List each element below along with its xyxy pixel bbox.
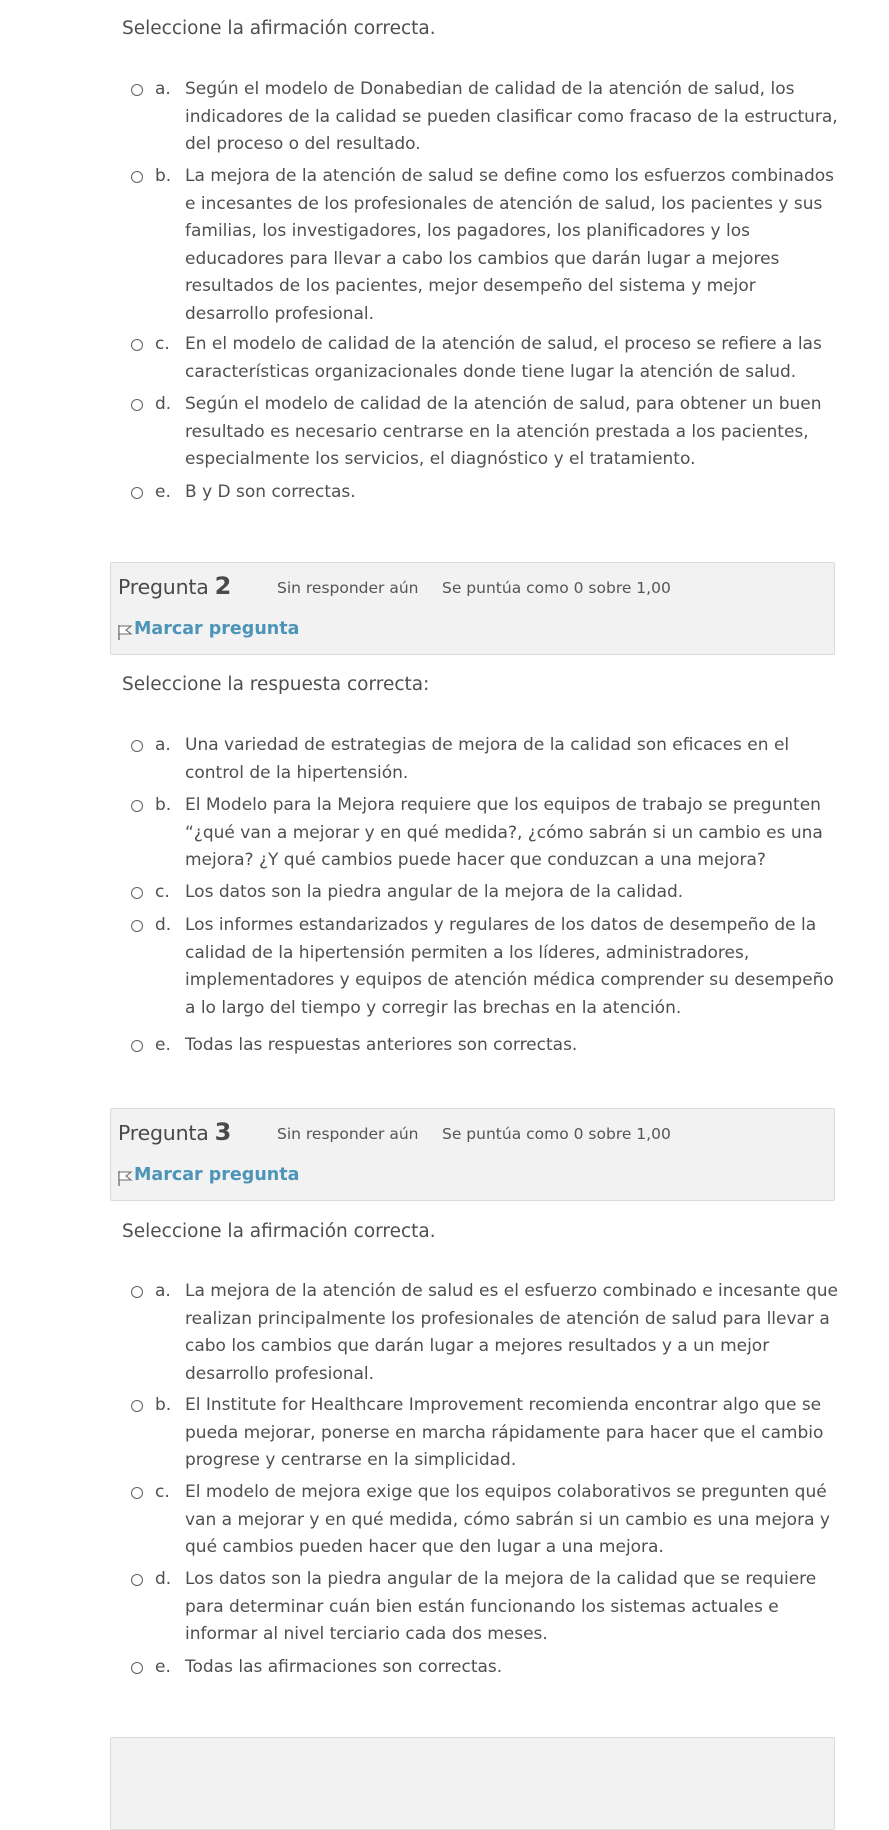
answer-text-line: para determinar cuán bien están funcionando los sistemas actuales e — [185, 1596, 779, 1617]
answer-text — [185, 1566, 825, 1649]
answer-text-line: van a mejorar y en qué medida, cómo sabrán si un cambio es una mejora y — [185, 1509, 830, 1530]
answer-text-line: control de la hipertensión. — [185, 762, 409, 783]
question-prompt: Seleccione la respuesta correcta: — [122, 674, 430, 695]
answer-radio[interactable] — [131, 1574, 143, 1586]
answer-letter: c. — [155, 882, 170, 902]
question-prompt: Seleccione la afirmación correcta. — [122, 1221, 436, 1242]
answer-text — [185, 1032, 825, 1060]
answer-text-line: informar al nivel terciario cada dos meses. — [185, 1624, 548, 1644]
answer-text-line: Los datos son la piedra angular de la mejora de la calidad que se requiere — [185, 1569, 817, 1589]
question-label: Pregunta — [118, 575, 209, 599]
answer-radio[interactable] — [131, 1487, 143, 1499]
answer-radio[interactable] — [131, 339, 143, 351]
answer-text-line: implementadores y equipos de atención médica comprender su desempeño — [185, 970, 834, 990]
answer-text-line: del proceso o del resultado. — [185, 134, 421, 154]
answer-radio[interactable] — [131, 171, 143, 183]
answer-letter: b. — [155, 795, 172, 815]
question-label: Pregunta — [118, 1121, 209, 1145]
answer-radio[interactable] — [131, 887, 143, 899]
flag-question-link[interactable] — [117, 1163, 299, 1187]
answer-letter: a. — [155, 1281, 171, 1301]
answer-radio[interactable] — [131, 399, 143, 411]
answer-text-line: calidad de la hipertensión permiten a los líderes, administradores, — [185, 942, 750, 963]
answer-letter: e. — [155, 482, 171, 502]
answer-text-line: a lo largo del tiempo y corregir las brechas en la atención. — [185, 997, 682, 1018]
question-number — [118, 572, 231, 600]
answer-letter: b. — [155, 166, 172, 186]
answer-letter: c. — [155, 334, 170, 354]
answer-text — [185, 163, 835, 328]
answer-radio[interactable] — [131, 1400, 143, 1412]
answer-text-line: cabo los cambios que darán lugar a mejores resultados y a un mejor — [185, 1336, 770, 1356]
answer-text — [185, 76, 838, 159]
answer-text-line: El Modelo para la Mejora requiere que los equipos de trabajo se pregunten — [185, 795, 821, 815]
answer-letter: a. — [155, 735, 171, 755]
answer-text — [185, 1654, 825, 1682]
answer-text-line: “¿qué van a mejorar y en qué medida?, ¿cómo sabrán si un cambio es una — [185, 822, 823, 843]
answer-text-line: El Institute for Healthcare Improvement recomienda encontrar algo que se — [185, 1395, 822, 1415]
answer-letter: e. — [155, 1657, 171, 1677]
flag-icon — [117, 1169, 133, 1187]
answer-text-line: mejora? ¿Y qué cambios puede hacer que conduzcan a una mejora? — [185, 850, 766, 870]
question-prompt: Seleccione la afirmación correcta. — [122, 18, 436, 39]
answer-text — [185, 879, 825, 907]
answer-letter: d. — [155, 915, 172, 935]
answer-text-line: indicadores de la calidad se pueden clasificar como fracaso de la estructura, — [185, 106, 838, 127]
answer-text-line: realizan principalmente los profesionales de atención de salud para llevar a — [185, 1308, 830, 1329]
answer-text-line: desarrollo profesional. — [185, 1363, 375, 1384]
answer-text-line: resultados de los pacientes, mejor desempeño del sistema y mejor — [185, 276, 756, 296]
answer-text-line: La mejora de la atención de salud es el esfuerzo combinado e incesante que — [185, 1281, 838, 1301]
question-info-panel — [110, 1108, 835, 1201]
answer-text-line: Una variedad de estrategias de mejora de la calidad son eficaces en el — [185, 735, 790, 755]
flag-icon — [117, 623, 133, 641]
answer-radio[interactable] — [131, 84, 143, 96]
flag-question-link[interactable] — [117, 617, 299, 641]
answer-text — [185, 479, 825, 507]
question-number — [118, 1118, 231, 1146]
question-state: Sin responder aún — [277, 1125, 419, 1143]
answer-radio[interactable] — [131, 487, 143, 499]
answer-text — [185, 792, 825, 875]
answer-text-line: El modelo de mejora exige que los equipos colaborativos se pregunten qué — [185, 1482, 827, 1502]
answer-text — [185, 1392, 825, 1475]
answer-text — [185, 331, 825, 386]
answer-text-line: educadores para llevar a cabo los cambios que darán lugar a mejores — [185, 248, 780, 269]
answer-text-line: resultado es necesario centrarse en la atención prestada a los pacientes, — [185, 421, 809, 442]
answer-letter: b. — [155, 1395, 172, 1415]
answer-text-line: familias, los investigadores, los pagadores, los planificadores y los — [185, 221, 750, 241]
answer-letter: e. — [155, 1035, 171, 1055]
answer-text-line: qué cambios pueden hacer que den lugar a una mejora. — [185, 1537, 664, 1557]
answer-text-line: Según el modelo de Donabedian de calidad de la atención de salud, los — [185, 79, 795, 99]
answer-radio[interactable] — [131, 1662, 143, 1674]
answer-radio[interactable] — [131, 800, 143, 812]
answer-text-line: pueda mejorar, ponerse en marcha rápidamente para hacer que el cambio — [185, 1422, 824, 1443]
question-number-value: 3 — [214, 1118, 232, 1146]
answer-radio[interactable] — [131, 740, 143, 752]
answer-text-line: En el modelo de calidad de la atención de salud, el proceso se refiere a las — [185, 334, 822, 354]
answer-text-line: Según el modelo de calidad de la atención de salud, para obtener un buen — [185, 394, 822, 414]
answer-text-line: Todas las afirmaciones son correctas. — [185, 1657, 503, 1677]
flag-question-label: Marcar pregunta — [134, 1165, 300, 1185]
answer-text — [185, 912, 834, 1022]
answer-letter: d. — [155, 394, 172, 414]
answer-text-line: e incesantes de los profesionales de atención de salud, los pacientes y sus — [185, 193, 823, 214]
question-grade: Se puntúa como 0 sobre 1,00 — [442, 579, 671, 597]
answer-letter: d. — [155, 1569, 172, 1589]
answer-text-line: características organizacionales donde tiene lugar la atención de salud. — [185, 361, 797, 382]
answer-text-line: La mejora de la atención de salud se define como los esfuerzos combinados — [185, 166, 835, 186]
answer-text-line: desarrollo profesional. — [185, 303, 375, 324]
flag-question-label: Marcar pregunta — [134, 619, 300, 639]
answer-text-line: B y D son correctas. — [185, 482, 356, 502]
answer-text-line: especialmente los servicios, el diagnóstico y el tratamiento. — [185, 449, 696, 469]
question-info-panel — [110, 562, 835, 655]
answer-text-line: Los informes estandarizados y regulares de los datos de desempeño de la — [185, 915, 817, 935]
answer-radio[interactable] — [131, 1040, 143, 1052]
answer-text — [185, 732, 825, 787]
question-grade: Se puntúa como 0 sobre 1,00 — [442, 1125, 671, 1143]
question-number-value: 2 — [214, 572, 232, 600]
answer-text-line: Los datos son la piedra angular de la mejora de la calidad. — [185, 882, 684, 902]
answer-text-line: Todas las respuestas anteriores son correctas. — [185, 1035, 578, 1055]
answer-text-line: progrese y centrarse en la simplicidad. — [185, 1450, 517, 1470]
answer-radio[interactable] — [131, 920, 143, 932]
answer-letter: a. — [155, 79, 171, 99]
answer-text — [185, 391, 825, 474]
answer-text — [185, 1479, 830, 1562]
answer-letter: c. — [155, 1482, 170, 1502]
answer-text — [185, 1278, 838, 1388]
question-state: Sin responder aún — [277, 579, 419, 597]
answer-radio[interactable] — [131, 1286, 143, 1298]
